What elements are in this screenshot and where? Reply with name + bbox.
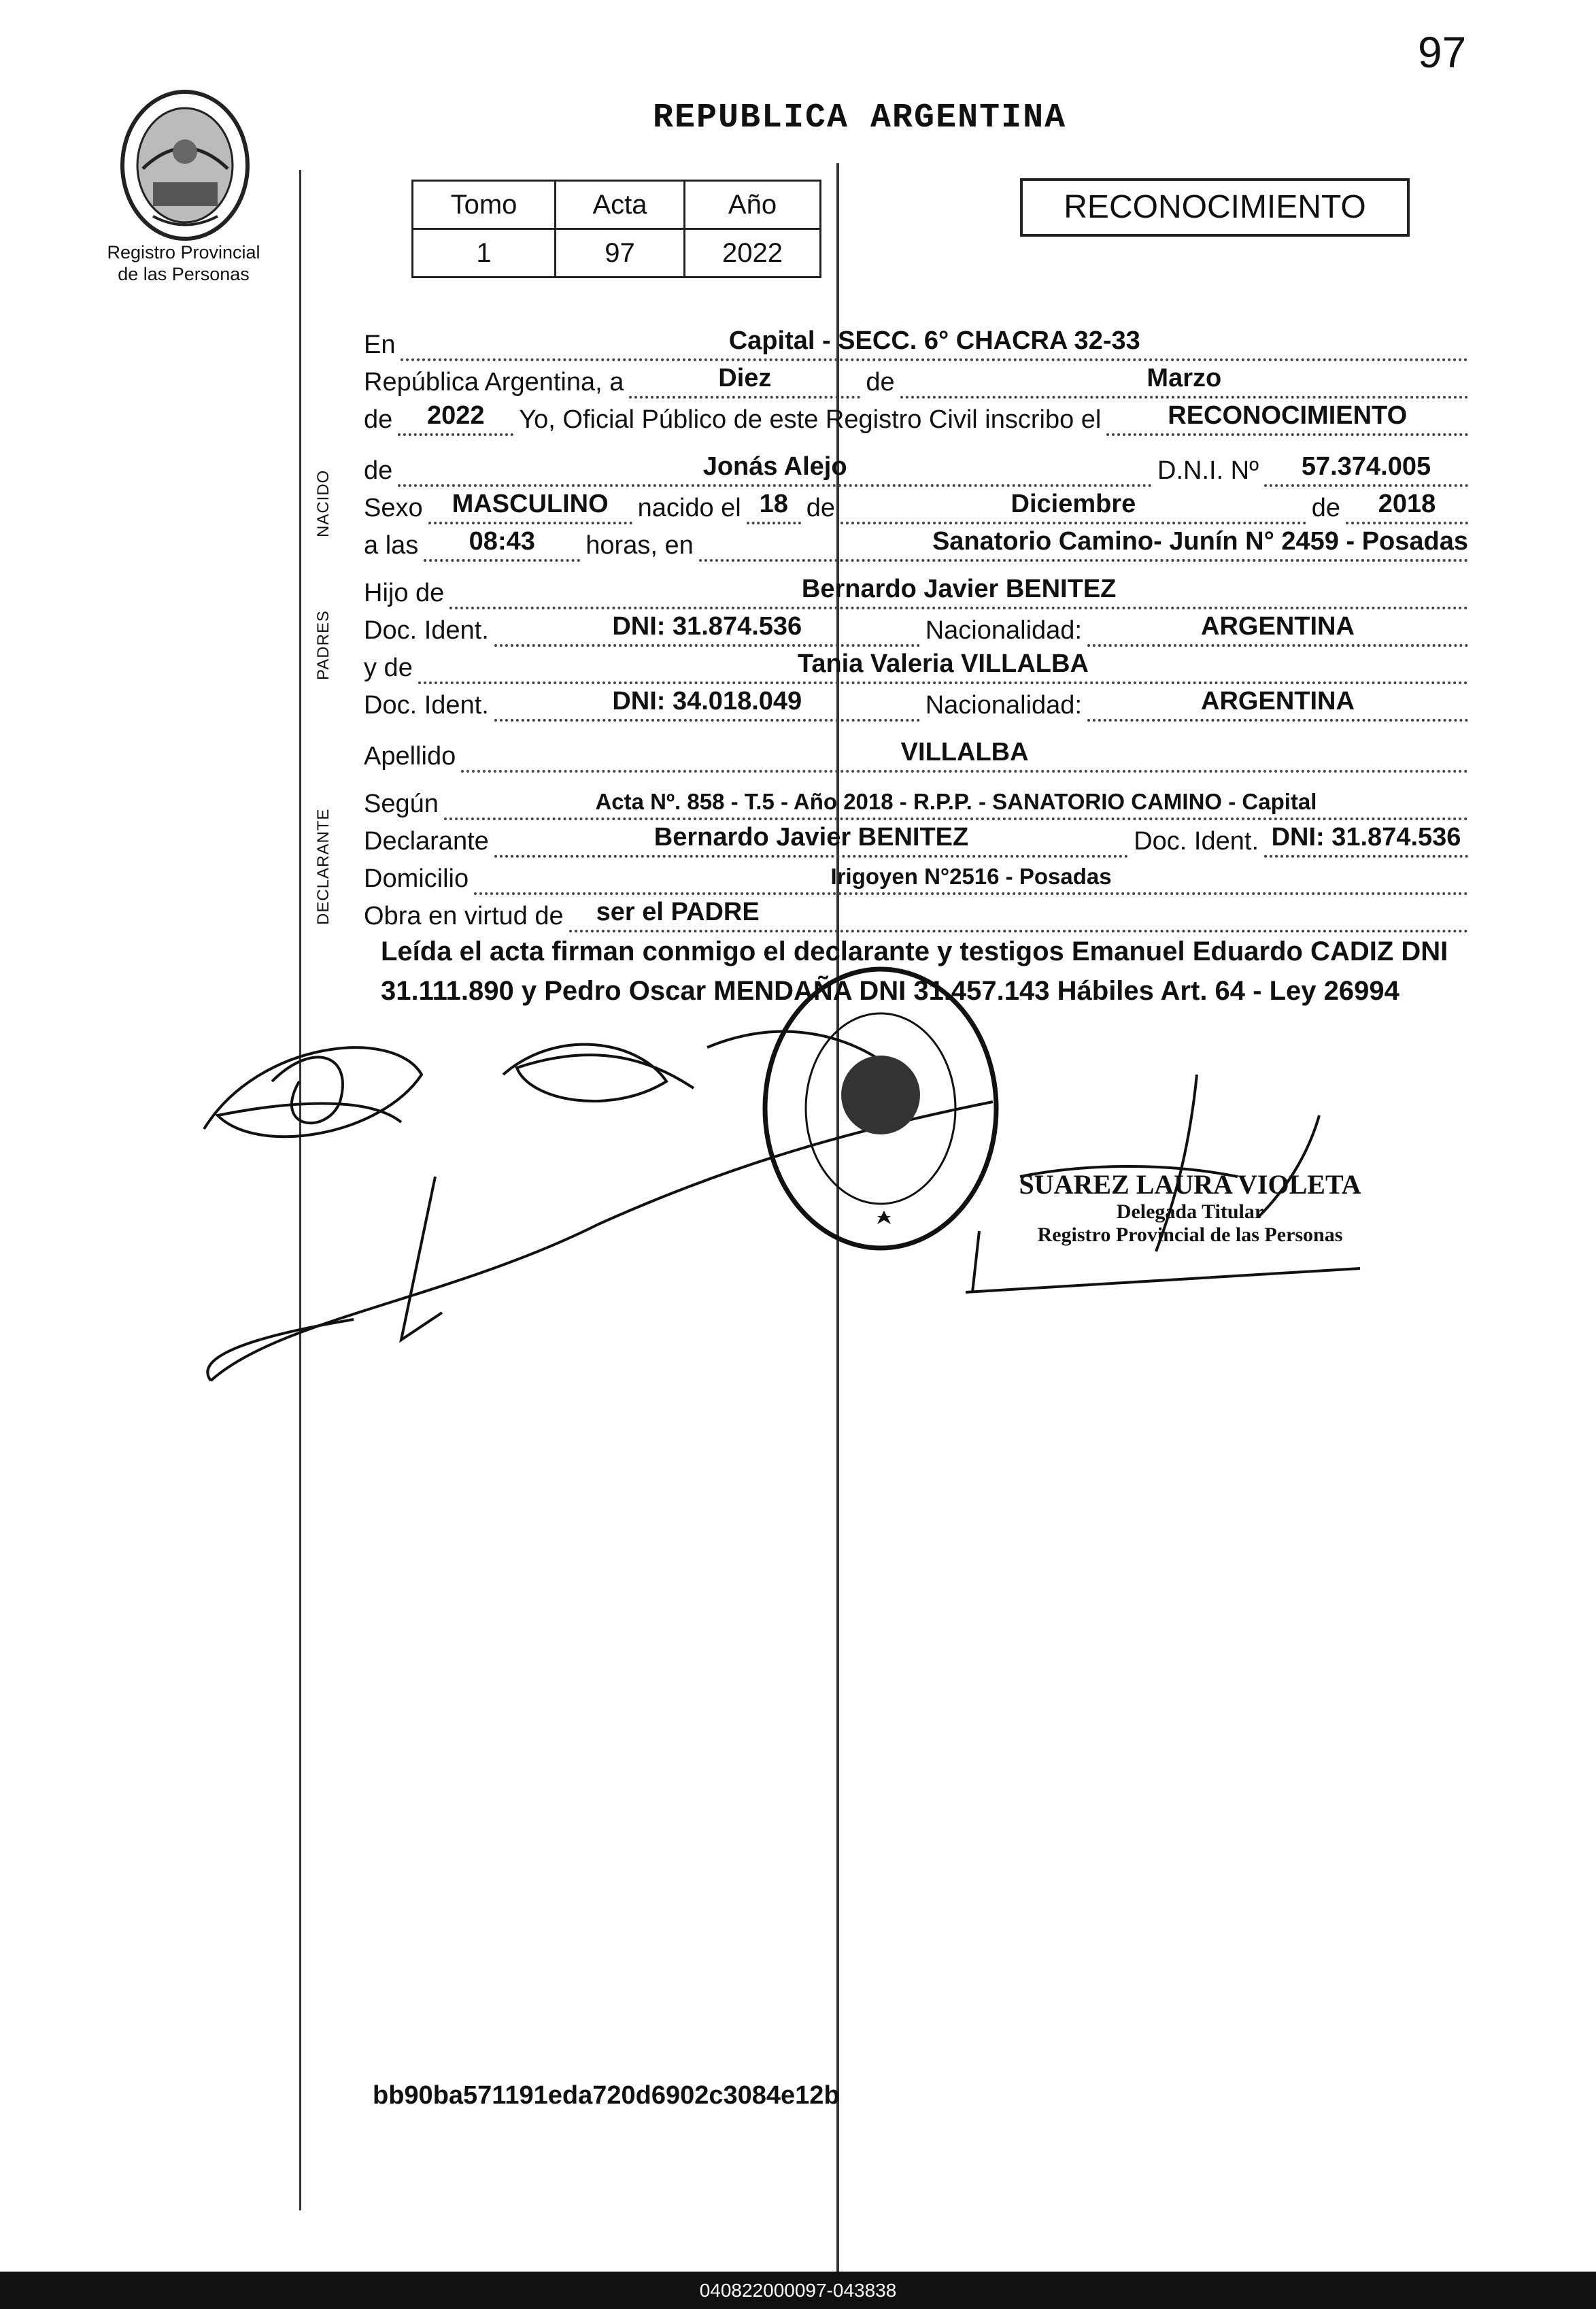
label-nacido-el: nacido el xyxy=(637,494,741,522)
value-nac-anio: 2018 xyxy=(1378,490,1436,518)
value-nacionalidad-padre: ARGENTINA xyxy=(1201,612,1355,641)
label-doc-ident-2: Doc. Ident. xyxy=(364,691,489,720)
label-de-nombre: de xyxy=(364,456,393,485)
value-apellido: VILLALBA xyxy=(900,738,1029,766)
label-hijo-de: Hijo de xyxy=(364,579,445,607)
header-anio: Año xyxy=(685,181,821,229)
header-acta: Acta xyxy=(556,181,685,229)
side-label-declarante: DECLARANTE xyxy=(314,808,333,925)
label-a-las: a las xyxy=(364,531,419,560)
label-horas-en: horas, en xyxy=(585,531,694,560)
value-declarante: Bernardo Javier BENITEZ xyxy=(653,823,969,852)
provincia-misiones-seal-logo xyxy=(112,87,258,250)
value-doc-madre: DNI: 34.018.049 xyxy=(612,687,802,715)
label-sexo: Sexo xyxy=(364,494,423,522)
official-organization: Registro Provincial de las Personas xyxy=(1037,1224,1343,1246)
row-doc-madre xyxy=(364,684,1474,722)
tomo-acta-anio-table xyxy=(411,180,821,278)
value-nacionalidad-madre: ARGENTINA xyxy=(1201,687,1355,715)
value-madre: Tania Valeria VILLALBA xyxy=(797,650,1089,678)
label-doc-ident-1: Doc. Ident. xyxy=(364,616,489,645)
label-yo-oficial: Yo, Oficial Público de este Registro Civil inscribo el xyxy=(519,405,1102,434)
label-dni: D.N.I. Nº xyxy=(1157,456,1259,485)
value-segun: Acta Nº. 858 - T.5 - Año 2018 - R.P.P. - SANATORIO CAMINO - Capital xyxy=(595,789,1317,814)
table-value-row xyxy=(413,229,821,277)
document-hash: bb90ba571191eda720d6902c3084e12b xyxy=(373,2081,840,2110)
row-hijo-de xyxy=(364,571,1474,609)
label-y-de: y de xyxy=(364,654,413,682)
document-title: REPUBLICA ARGENTINA xyxy=(653,99,1067,137)
value-tomo: 1 xyxy=(413,229,556,277)
label-nacionalidad-2: Nacionalidad: xyxy=(925,691,1082,720)
leida-el-acta-paragraph: Leída el acta firman conmigo el declarante y testigos Emanuel Eduardo CADIZ DNI 31.111.890 y Pedro Oscar MENDAÑA DNI 31.457.143 Hábiles Art. 64 - Ley 26994 xyxy=(381,937,1448,1006)
row-sexo-nacimiento xyxy=(364,486,1474,524)
value-nac-dia: 18 xyxy=(759,490,788,518)
row-hora-lugar xyxy=(364,524,1474,562)
side-label-nacido: NACIDO xyxy=(314,469,333,537)
label-domicilio: Domicilio xyxy=(364,864,469,893)
row-en xyxy=(364,323,1474,361)
value-lugar-inscripcion: Capital - SECC. 6° CHACRA 32-33 xyxy=(728,326,1140,355)
value-doc-declarante: DNI: 31.874.536 xyxy=(1271,823,1461,852)
value-hora: 08:43 xyxy=(469,527,535,556)
value-dia: Diez xyxy=(718,364,772,392)
row-domicilio xyxy=(364,857,1474,895)
value-sexo: MASCULINO xyxy=(452,490,609,518)
label-republica: República Argentina, a xyxy=(364,368,624,397)
value-obra: ser el PADRE xyxy=(596,898,760,926)
row-fecha xyxy=(364,360,1474,399)
value-doc-padre: DNI: 31.874.536 xyxy=(612,612,802,641)
value-padre: Bernardo Javier BENITEZ xyxy=(801,575,1117,603)
label-nac-de: de xyxy=(806,494,836,522)
row-inscribo xyxy=(364,398,1474,436)
label-de: de xyxy=(866,368,895,397)
row-segun xyxy=(364,782,1474,820)
table-header-row xyxy=(413,181,821,229)
side-label-padres: PADRES xyxy=(314,610,333,680)
header-tomo: Tomo xyxy=(413,181,556,229)
label-obra-en-virtud: Obra en virtud de xyxy=(364,902,564,930)
row-declarante xyxy=(364,820,1474,858)
label-segun: Según xyxy=(364,790,439,818)
value-nac-mes: Diciembre xyxy=(1011,490,1136,518)
row-doc-padre xyxy=(364,609,1474,647)
value-anio-inscripcion: 2022 xyxy=(427,401,485,430)
row-obra-en-virtud xyxy=(364,894,1474,932)
label-de-anio: de xyxy=(364,405,393,434)
footer-code-bar: 040822000097-043838 xyxy=(0,2272,1596,2309)
value-acta: 97 xyxy=(556,229,685,277)
value-anio: 2022 xyxy=(685,229,821,277)
label-doc-ident-declarante: Doc. Ident. xyxy=(1134,827,1259,856)
value-lugar-nacimiento: Sanatorio Camino- Junín N° 2459 - Posadas xyxy=(932,527,1468,556)
value-mes: Marzo xyxy=(1147,364,1222,392)
official-name: SUAREZ LAURA VIOLETA xyxy=(1019,1169,1361,1200)
label-declarante: Declarante xyxy=(364,827,489,856)
official-signature-block xyxy=(1000,1168,1380,1247)
value-domicilio: Irigoyen N°2516 - Posadas xyxy=(830,864,1112,889)
value-inscribo: RECONOCIMIENTO xyxy=(1168,401,1408,430)
page-number: 97 xyxy=(1418,28,1467,77)
value-nombre: Jonás Alejo xyxy=(702,452,847,481)
row-apellido xyxy=(364,735,1474,773)
row-y-de xyxy=(364,646,1474,684)
label-apellido: Apellido xyxy=(364,742,456,771)
official-title: Delegada Titular xyxy=(1116,1200,1264,1223)
row-nombre xyxy=(364,449,1474,487)
label-nac-de2: de xyxy=(1311,494,1340,522)
label-nacionalidad-1: Nacionalidad: xyxy=(925,616,1082,645)
value-dni: 57.374.005 xyxy=(1301,452,1431,481)
label-en: En xyxy=(364,331,396,359)
document-type-box: RECONOCIMIENTO xyxy=(1020,178,1410,237)
logo-caption: Registro Provincial de las Personas xyxy=(107,242,260,284)
